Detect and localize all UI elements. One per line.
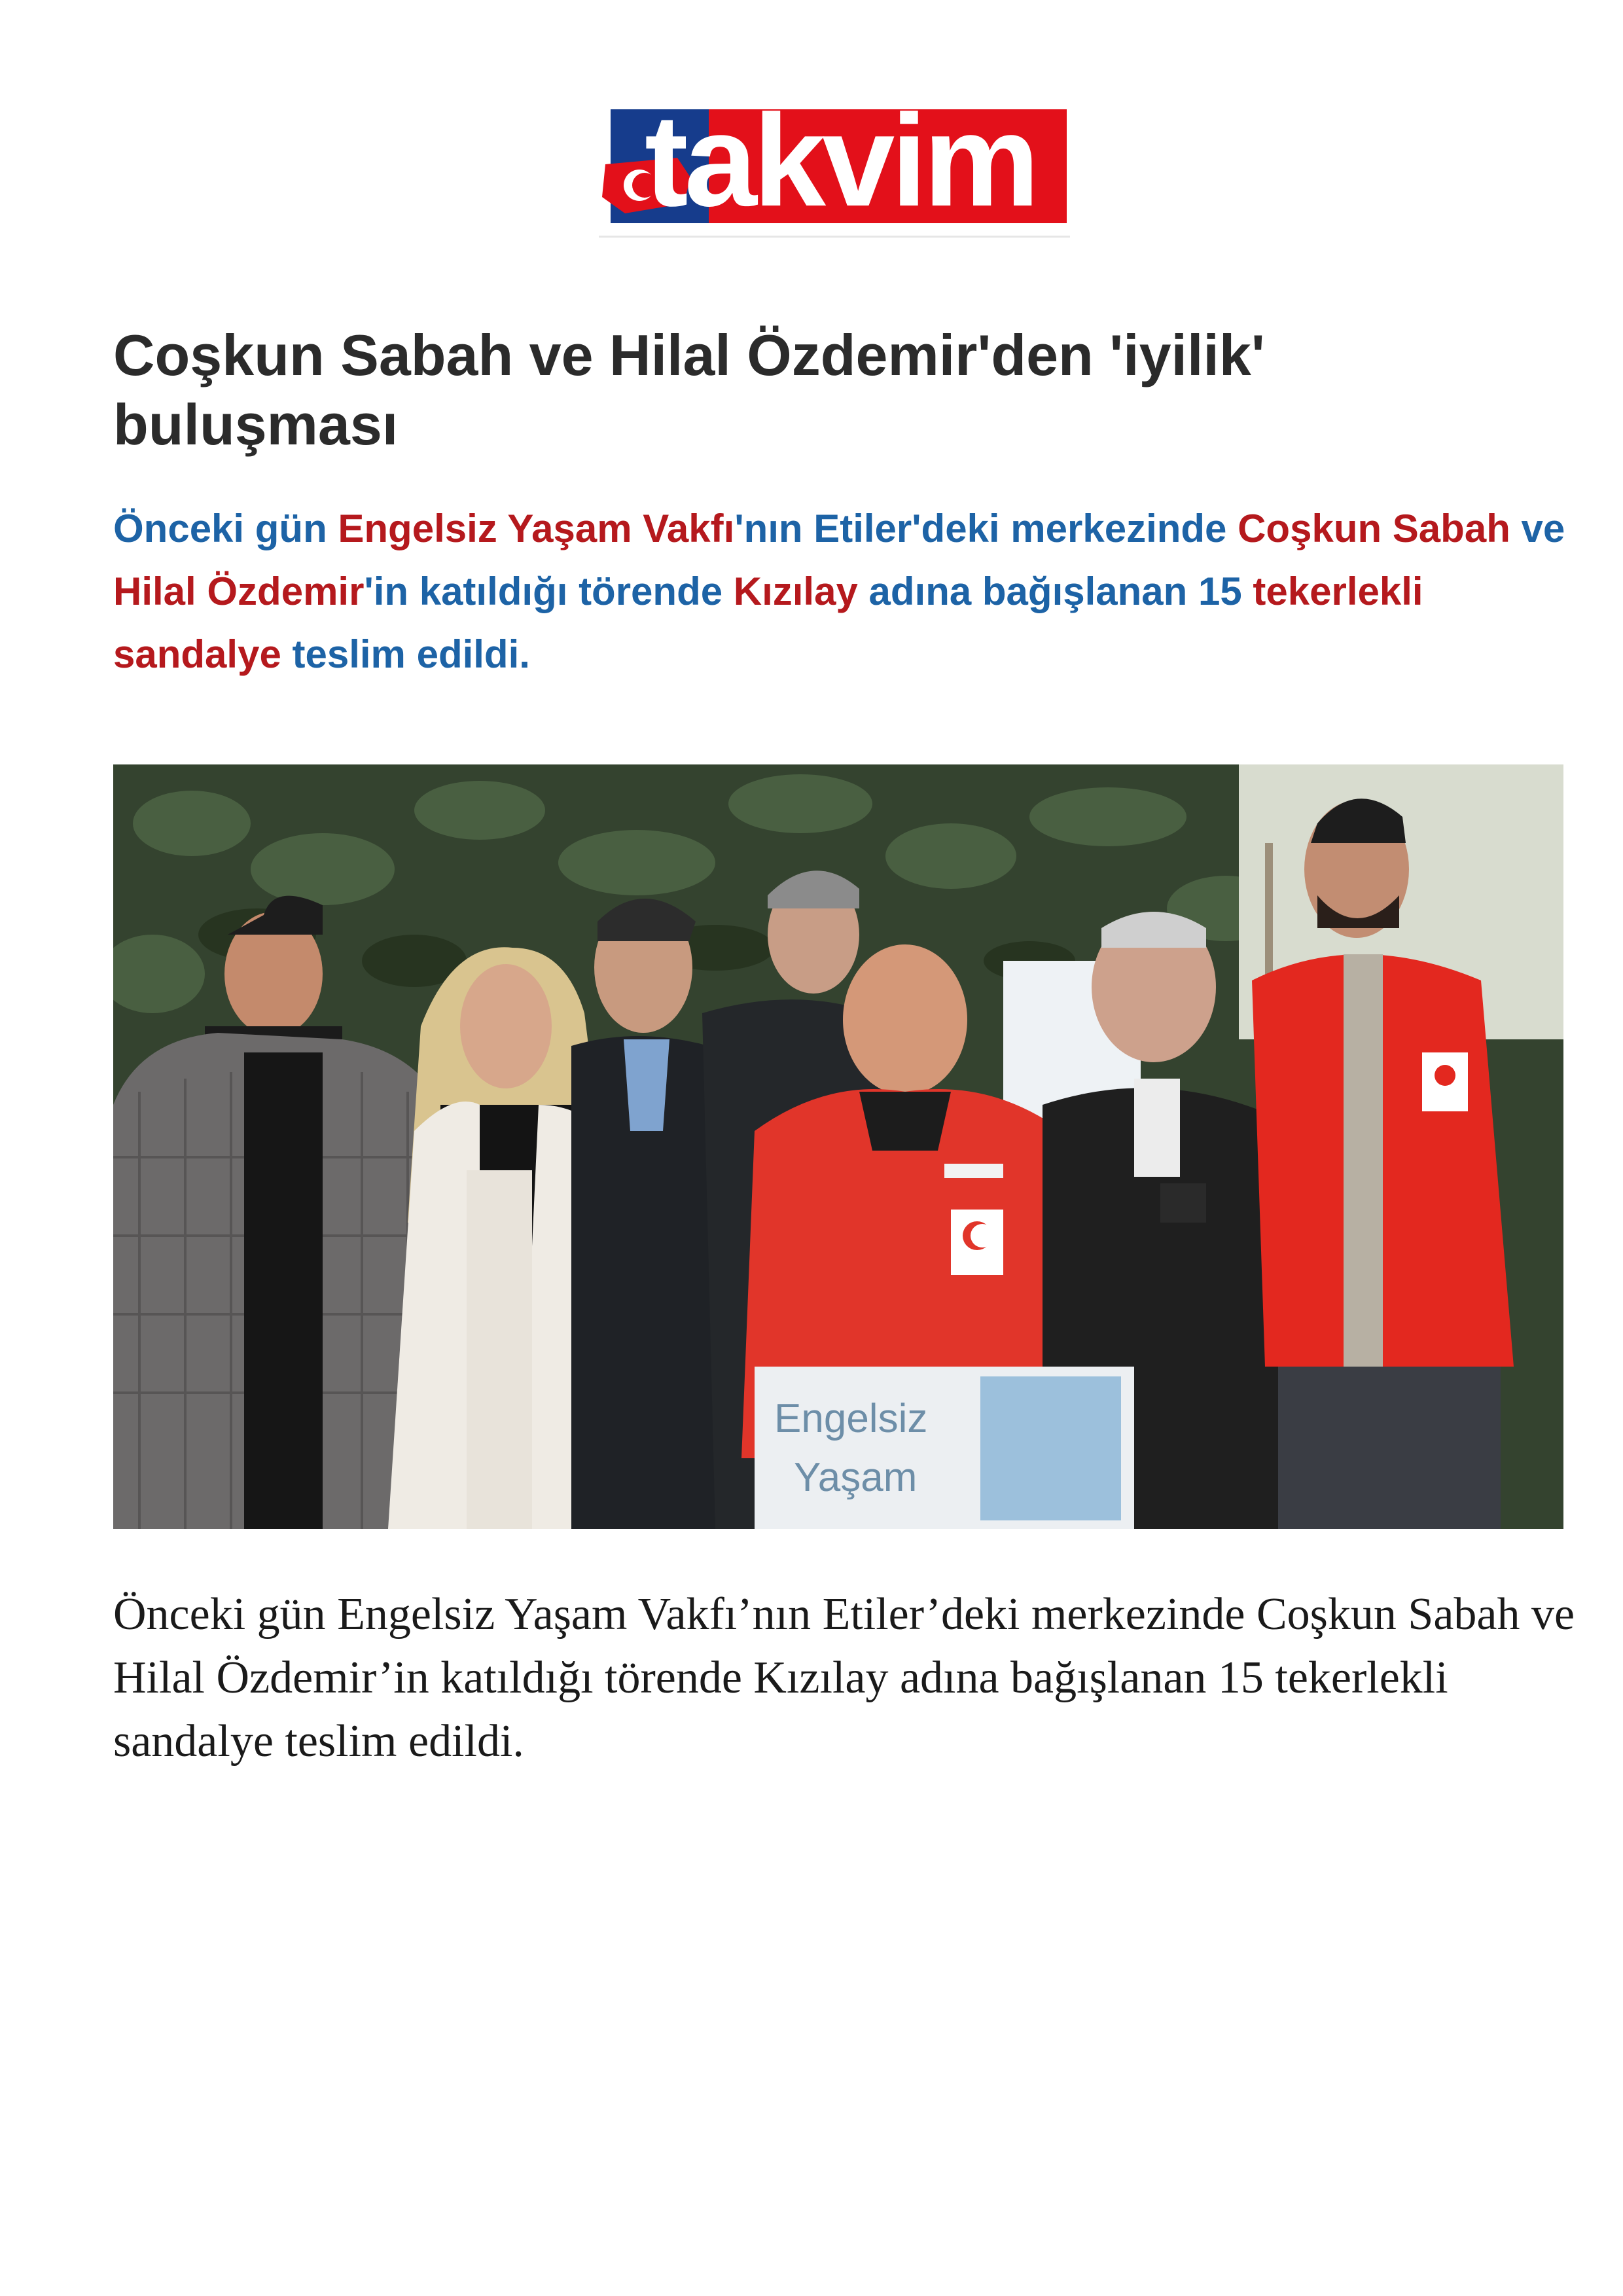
photo-sign-line-1: Engelsiz <box>774 1396 928 1441</box>
article-lead <box>113 497 1586 686</box>
lead-segment: 'in katıldığı törende <box>364 569 734 613</box>
lead-segment: teslim edildi. <box>281 632 530 676</box>
lead-segment-highlight: Engelsiz Yaşam Vakfı <box>338 507 735 550</box>
takvim-logo[interactable] <box>599 88 1070 234</box>
lead-segment-highlight: Coşkun Sabah <box>1238 507 1510 550</box>
lead-segment: adına bağışlanan 15 <box>857 569 1253 613</box>
photo-sign-line-2: Yaşam <box>794 1455 918 1500</box>
lead-segment-highlight: Hilal Özdemir <box>113 569 365 613</box>
logo-wordmark: takvim <box>645 88 1036 234</box>
lead-segment-highlight: Kızılay <box>733 569 858 613</box>
masthead-divider <box>599 236 1070 238</box>
lead-segment: ve <box>1510 507 1565 550</box>
lead-segment-highlight: tekerlekli sandalye <box>113 569 1423 676</box>
article-headline: Coşkun Sabah ve Hilal Özdemir'den 'iyilik' buluşması <box>113 323 1265 457</box>
lead-segment: Önceki gün <box>113 507 338 550</box>
lead-segment: 'nın Etiler'deki merkezinde <box>734 507 1238 550</box>
article-body: Önceki gün Engelsiz Yaşam Vakfı’nın Etiler’deki merkezinde Coşkun Sabah ve Hilal Özdemir’in katıldığı törende Kızılay adına bağışlanan 15 tekerlekli sandalye teslim edildi. <box>113 1589 1575 1767</box>
article-photo <box>113 764 1563 1529</box>
